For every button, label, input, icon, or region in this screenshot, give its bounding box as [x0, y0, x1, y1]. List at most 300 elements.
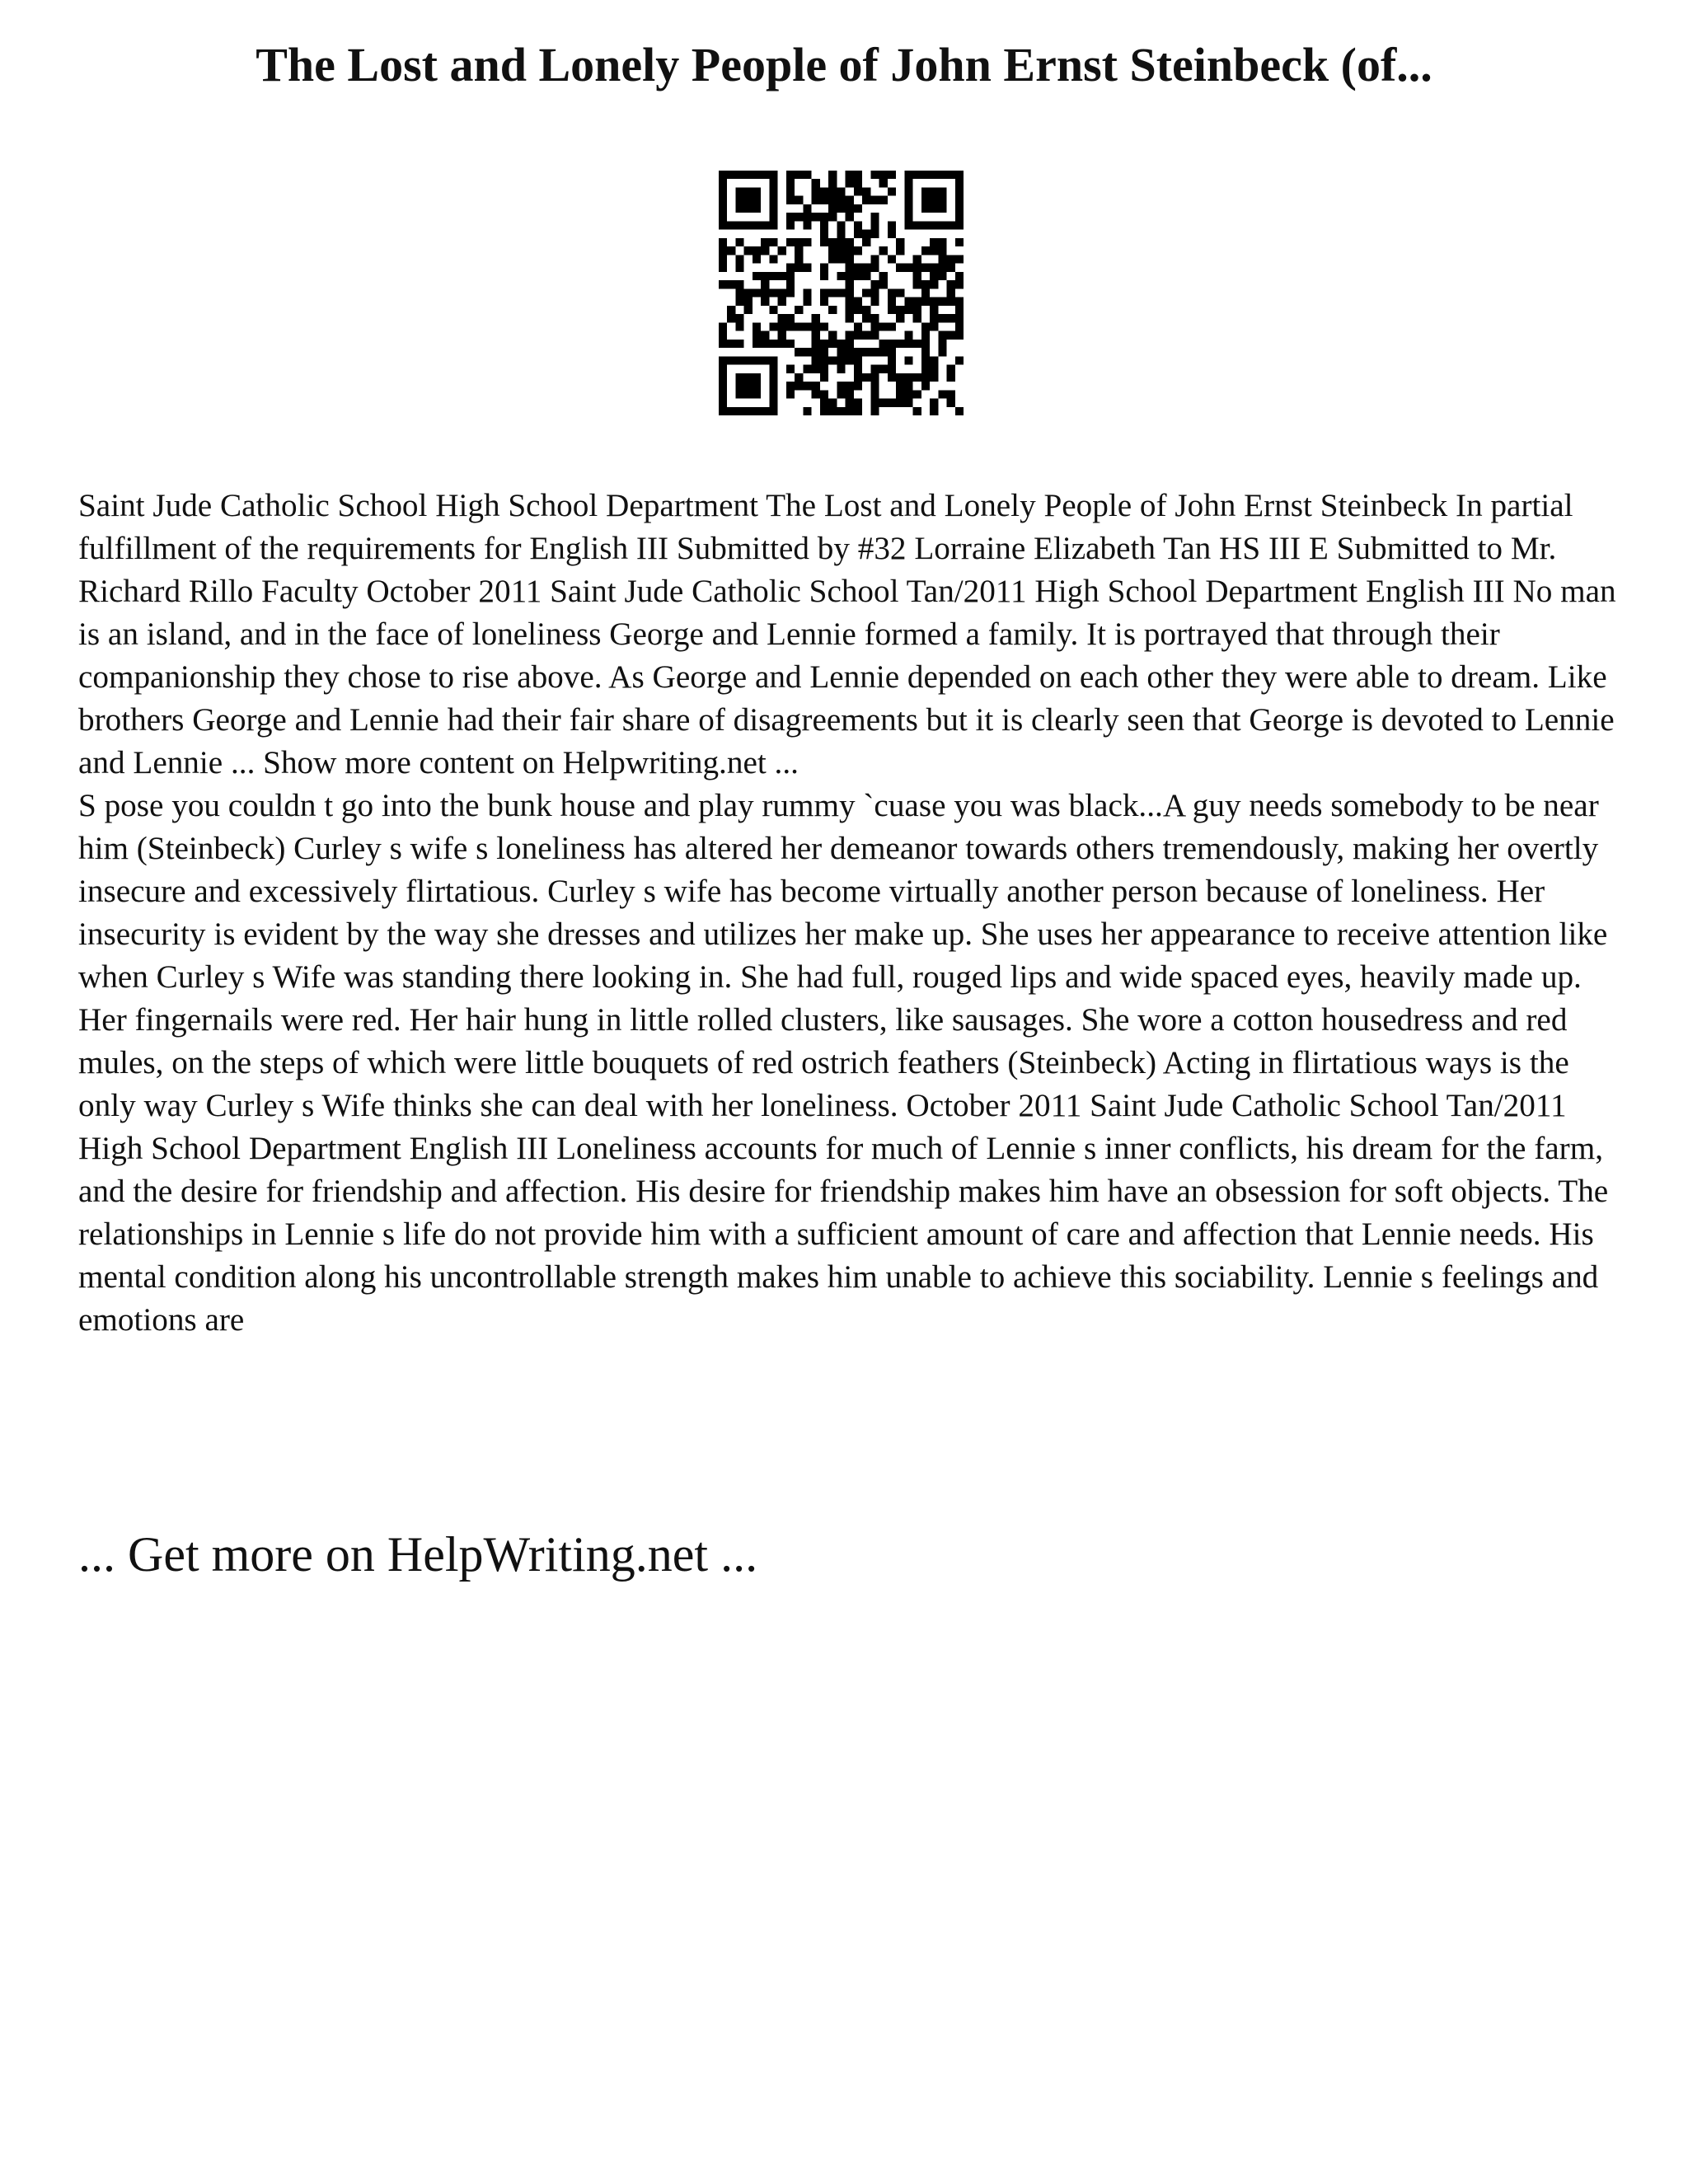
qr-module: [947, 314, 955, 322]
qr-module: [820, 407, 828, 415]
qr-module: [888, 187, 896, 195]
qr-module: [921, 187, 930, 195]
qr-module: [719, 171, 727, 179]
qr-module: [913, 373, 921, 382]
document-body: [78, 485, 1628, 1342]
qr-module: [828, 407, 837, 415]
qr-module: [753, 246, 761, 255]
qr-module: [913, 255, 921, 263]
qr-module: [820, 348, 828, 356]
qr-module: [795, 246, 803, 255]
qr-module: [828, 306, 837, 314]
qr-module: [820, 399, 828, 407]
qr-module: [854, 348, 862, 356]
qr-module: [735, 373, 743, 382]
qr-module: [938, 221, 946, 229]
qr-module: [828, 196, 837, 204]
qr-module: [913, 221, 921, 229]
qr-module: [947, 280, 955, 288]
qr-module: [846, 272, 854, 280]
qr-module: [888, 399, 896, 407]
qr-module: [904, 356, 912, 364]
qr-module: [913, 314, 921, 322]
qr-module: [719, 373, 727, 382]
qr-module: [727, 246, 735, 255]
qr-module: [888, 348, 896, 356]
qr-module: [795, 382, 803, 390]
qr-module: [846, 298, 854, 306]
qr-module: [921, 171, 930, 179]
qr-module: [795, 348, 803, 356]
qr-module: [896, 340, 904, 348]
qr-module: [769, 179, 777, 187]
qr-module: [778, 298, 786, 306]
qr-module: [761, 272, 769, 280]
qr-module: [870, 399, 879, 407]
qr-module: [727, 340, 735, 348]
qr-module: [879, 196, 888, 204]
qr-module: [795, 213, 803, 221]
qr-module: [904, 221, 912, 229]
qr-module: [947, 264, 955, 272]
qr-module: [938, 238, 946, 246]
qr-module: [820, 213, 828, 221]
qr-module: [828, 213, 837, 221]
qr-module: [735, 314, 743, 322]
qr-module: [820, 187, 828, 195]
qr-module: [812, 314, 820, 322]
qr-module: [735, 238, 743, 246]
qr-module: [735, 264, 743, 272]
qr-module: [896, 264, 904, 272]
qr-module: [744, 288, 753, 297]
qr-module: [879, 399, 888, 407]
qr-module: [812, 322, 820, 330]
qr-module: [803, 407, 811, 415]
qr-module: [820, 365, 828, 373]
qr-module: [837, 187, 845, 195]
qr-module: [930, 365, 938, 373]
qr-module: [846, 213, 854, 221]
qr-module: [719, 382, 727, 390]
qr-module: [854, 382, 862, 390]
qr-module: [812, 365, 820, 373]
qr-module: [786, 238, 795, 246]
qr-module: [854, 179, 862, 187]
qr-module: [735, 255, 743, 263]
qr-module: [930, 264, 938, 272]
qr-module: [913, 171, 921, 179]
qr-module: [846, 306, 854, 314]
qr-module: [795, 322, 803, 330]
qr-module: [896, 390, 904, 398]
qr-module: [870, 348, 879, 356]
qr-module: [921, 322, 930, 330]
qr-module: [812, 340, 820, 348]
qr-module: [820, 373, 828, 382]
qr-module: [921, 365, 930, 373]
qr-module: [947, 331, 955, 340]
qr-module: [778, 331, 786, 340]
qr-module: [879, 340, 888, 348]
qr-module: [769, 382, 777, 390]
qr-module: [828, 187, 837, 195]
qr-module: [879, 246, 888, 255]
qr-module: [930, 322, 938, 330]
qr-module: [735, 390, 743, 398]
qr-module: [828, 171, 837, 179]
qr-module: [930, 407, 938, 415]
qr-module: [921, 348, 930, 356]
qr-module: [862, 331, 870, 340]
qr-module: [837, 340, 845, 348]
qr-module: [896, 246, 904, 255]
qr-module: [938, 348, 946, 356]
qr-module: [778, 314, 786, 322]
qr-module: [812, 348, 820, 356]
qr-module: [753, 204, 761, 213]
qr-module: [812, 187, 820, 195]
qr-module: [795, 238, 803, 246]
qr-module: [735, 407, 743, 415]
qr-module: [769, 356, 777, 364]
qr-module: [837, 365, 845, 373]
qr-module: [803, 238, 811, 246]
qr-module: [828, 331, 837, 340]
qr-module: [803, 348, 811, 356]
qr-module: [947, 298, 955, 306]
qr-module: [862, 373, 870, 382]
qr-module: [888, 221, 896, 229]
qr-module: [930, 314, 938, 322]
qr-module: [719, 204, 727, 213]
qr-module: [820, 230, 828, 238]
qr-module: [744, 382, 753, 390]
qr-module: [735, 340, 743, 348]
qr-module: [828, 356, 837, 364]
qr-module: [735, 187, 743, 195]
qr-module: [904, 204, 912, 213]
qr-module: [930, 373, 938, 382]
qr-module: [727, 306, 735, 314]
qr-module: [769, 171, 777, 179]
qr-module: [769, 213, 777, 221]
qr-module: [769, 407, 777, 415]
qr-module: [913, 272, 921, 280]
qr-module: [955, 204, 964, 213]
qr-module: [913, 264, 921, 272]
qr-module: [921, 373, 930, 382]
qr-module: [837, 221, 845, 229]
qr-module: [870, 373, 879, 382]
qr-module: [904, 331, 912, 340]
qr-module: [786, 390, 795, 398]
qr-module: [735, 196, 743, 204]
qr-module: [719, 365, 727, 373]
qr-module: [862, 288, 870, 297]
qr-module: [870, 280, 879, 288]
qr-module: [769, 255, 777, 263]
qr-module: [921, 356, 930, 364]
qr-module: [846, 288, 854, 297]
qr-module: [879, 280, 888, 288]
qr-module: [921, 280, 930, 288]
qr-module: [921, 298, 930, 306]
qr-module: [846, 390, 854, 398]
qr-module: [761, 288, 769, 297]
qr-module: [803, 213, 811, 221]
qr-module: [947, 399, 955, 407]
qr-module: [955, 196, 964, 204]
qr-module: [938, 272, 946, 280]
qr-module: [744, 373, 753, 382]
qr-module: [879, 365, 888, 373]
qr-module: [778, 322, 786, 330]
qr-module: [930, 280, 938, 288]
qr-module: [888, 373, 896, 382]
qr-module: [727, 221, 735, 229]
qr-module: [744, 246, 753, 255]
qr-module: [870, 230, 879, 238]
qr-module: [930, 238, 938, 246]
qr-module: [786, 365, 795, 373]
qr-module: [846, 348, 854, 356]
qr-module: [719, 246, 727, 255]
qr-module: [846, 340, 854, 348]
qr-module: [913, 280, 921, 288]
qr-module: [769, 187, 777, 195]
qr-module: [930, 196, 938, 204]
qr-module: [888, 322, 896, 330]
qr-module: [837, 238, 845, 246]
qr-module: [955, 179, 964, 187]
qr-module: [870, 314, 879, 322]
qr-module: [828, 340, 837, 348]
qr-module: [778, 288, 786, 297]
qr-module: [921, 340, 930, 348]
document-title: The Lost and Lonely People of John Ernst Steinbeck (of...: [256, 38, 1432, 91]
qr-module: [719, 331, 727, 340]
qr-module: [870, 288, 879, 297]
qr-module: [913, 407, 921, 415]
qr-module: [719, 407, 727, 415]
qr-module: [795, 196, 803, 204]
qr-module: [846, 171, 854, 179]
qr-module: [947, 255, 955, 263]
qr-module: [870, 264, 879, 272]
qr-code-icon: [719, 171, 964, 415]
qr-module: [769, 196, 777, 204]
qr-module: [769, 399, 777, 407]
qr-module: [938, 298, 946, 306]
qr-module: [930, 272, 938, 280]
qr-module: [913, 390, 921, 398]
qr-module: [955, 221, 964, 229]
qr-module: [820, 390, 828, 398]
qr-module: [904, 390, 912, 398]
qr-module: [930, 171, 938, 179]
qr-module: [820, 272, 828, 280]
qr-module: [846, 255, 854, 263]
qr-module: [786, 272, 795, 280]
qr-module: [803, 288, 811, 297]
qr-module: [761, 221, 769, 229]
qr-module: [719, 264, 727, 272]
qr-module: [753, 340, 761, 348]
qr-module: [854, 331, 862, 340]
qr-module: [896, 306, 904, 314]
qr-module: [896, 288, 904, 297]
qr-module: [938, 246, 946, 255]
qr-module: [744, 204, 753, 213]
qr-module: [904, 373, 912, 382]
qr-module: [888, 255, 896, 263]
qr-module: [896, 382, 904, 390]
get-more-link[interactable]: ... Get more on HelpWriting.net ...: [78, 1527, 758, 1582]
qr-module: [947, 221, 955, 229]
qr-module: [921, 196, 930, 204]
qr-module: [930, 306, 938, 314]
qr-module: [828, 288, 837, 297]
qr-module: [879, 322, 888, 330]
qr-module: [888, 171, 896, 179]
qr-module: [930, 204, 938, 213]
qr-module: [846, 356, 854, 364]
qr-module: [769, 340, 777, 348]
qr-module: [786, 213, 795, 221]
qr-module: [837, 272, 845, 280]
qr-module: [904, 298, 912, 306]
qr-module: [938, 314, 946, 322]
qr-module: [812, 213, 820, 221]
qr-module: [786, 322, 795, 330]
qr-module: [904, 213, 912, 221]
qr-module: [761, 171, 769, 179]
qr-module: [854, 264, 862, 272]
qr-module: [744, 407, 753, 415]
qr-module: [846, 382, 854, 390]
qr-module: [896, 399, 904, 407]
qr-module: [744, 187, 753, 195]
qr-module: [913, 340, 921, 348]
qr-module: [913, 298, 921, 306]
qr-module: [786, 171, 795, 179]
qr-module: [769, 204, 777, 213]
qr-module: [930, 298, 938, 306]
qr-module: [955, 171, 964, 179]
qr-module: [795, 373, 803, 382]
qr-module: [828, 255, 837, 263]
qr-module: [888, 365, 896, 373]
qr-module: [947, 373, 955, 382]
qr-module: [955, 213, 964, 221]
qr-module: [930, 246, 938, 255]
qr-module: [846, 179, 854, 187]
qr-module: [947, 390, 955, 398]
qr-module: [719, 356, 727, 364]
qr-module: [795, 255, 803, 263]
qr-module: [753, 255, 761, 263]
qr-module: [955, 298, 964, 306]
qr-module: [846, 246, 854, 255]
qr-module: [938, 340, 946, 348]
qr-module: [753, 382, 761, 390]
qr-module: [870, 213, 879, 221]
qr-module: [862, 238, 870, 246]
qr-module: [896, 314, 904, 322]
qr-module: [812, 196, 820, 204]
qr-module: [870, 382, 879, 390]
qr-module: [727, 356, 735, 364]
qr-module: [803, 365, 811, 373]
qr-module: [735, 356, 743, 364]
qr-module: [955, 255, 964, 263]
qr-module: [921, 288, 930, 297]
qr-module: [778, 340, 786, 348]
qr-module: [870, 365, 879, 373]
qr-module: [947, 171, 955, 179]
qr-module: [862, 306, 870, 314]
qr-module: [938, 196, 946, 204]
qr-module: [786, 179, 795, 187]
qr-module: [803, 204, 811, 213]
qr-module: [719, 280, 727, 288]
qr-module: [778, 246, 786, 255]
qr-module: [955, 280, 964, 288]
qr-module: [904, 171, 912, 179]
qr-module: [854, 306, 862, 314]
qr-module: [786, 187, 795, 195]
qr-module: [719, 179, 727, 187]
qr-module: [820, 221, 828, 229]
qr-module: [820, 356, 828, 364]
qr-module: [837, 196, 845, 204]
qr-module: [786, 280, 795, 288]
qr-module: [854, 221, 862, 229]
qr-module: [862, 272, 870, 280]
qr-module: [786, 382, 795, 390]
qr-module: [769, 272, 777, 280]
qr-module: [719, 340, 727, 348]
qr-module: [753, 272, 761, 280]
qr-module: [947, 365, 955, 373]
qr-module: [735, 221, 743, 229]
qr-module: [727, 171, 735, 179]
qr-module: [846, 399, 854, 407]
qr-module: [879, 348, 888, 356]
qr-module: [812, 356, 820, 364]
qr-module: [888, 288, 896, 297]
qr-module: [854, 365, 862, 373]
qr-module: [854, 356, 862, 364]
qr-module: [904, 196, 912, 204]
qr-module: [904, 382, 912, 390]
qr-module: [837, 246, 845, 255]
qr-module: [744, 356, 753, 364]
qr-module: [870, 255, 879, 263]
qr-module: [904, 340, 912, 348]
qr-module: [854, 171, 862, 179]
qr-module: [904, 264, 912, 272]
qr-module: [837, 288, 845, 297]
qr-module: [820, 340, 828, 348]
qr-module: [761, 340, 769, 348]
qr-module: [753, 356, 761, 364]
qr-module: [930, 187, 938, 195]
qr-module: [753, 288, 761, 297]
qr-module: [938, 204, 946, 213]
qr-module: [846, 407, 854, 415]
